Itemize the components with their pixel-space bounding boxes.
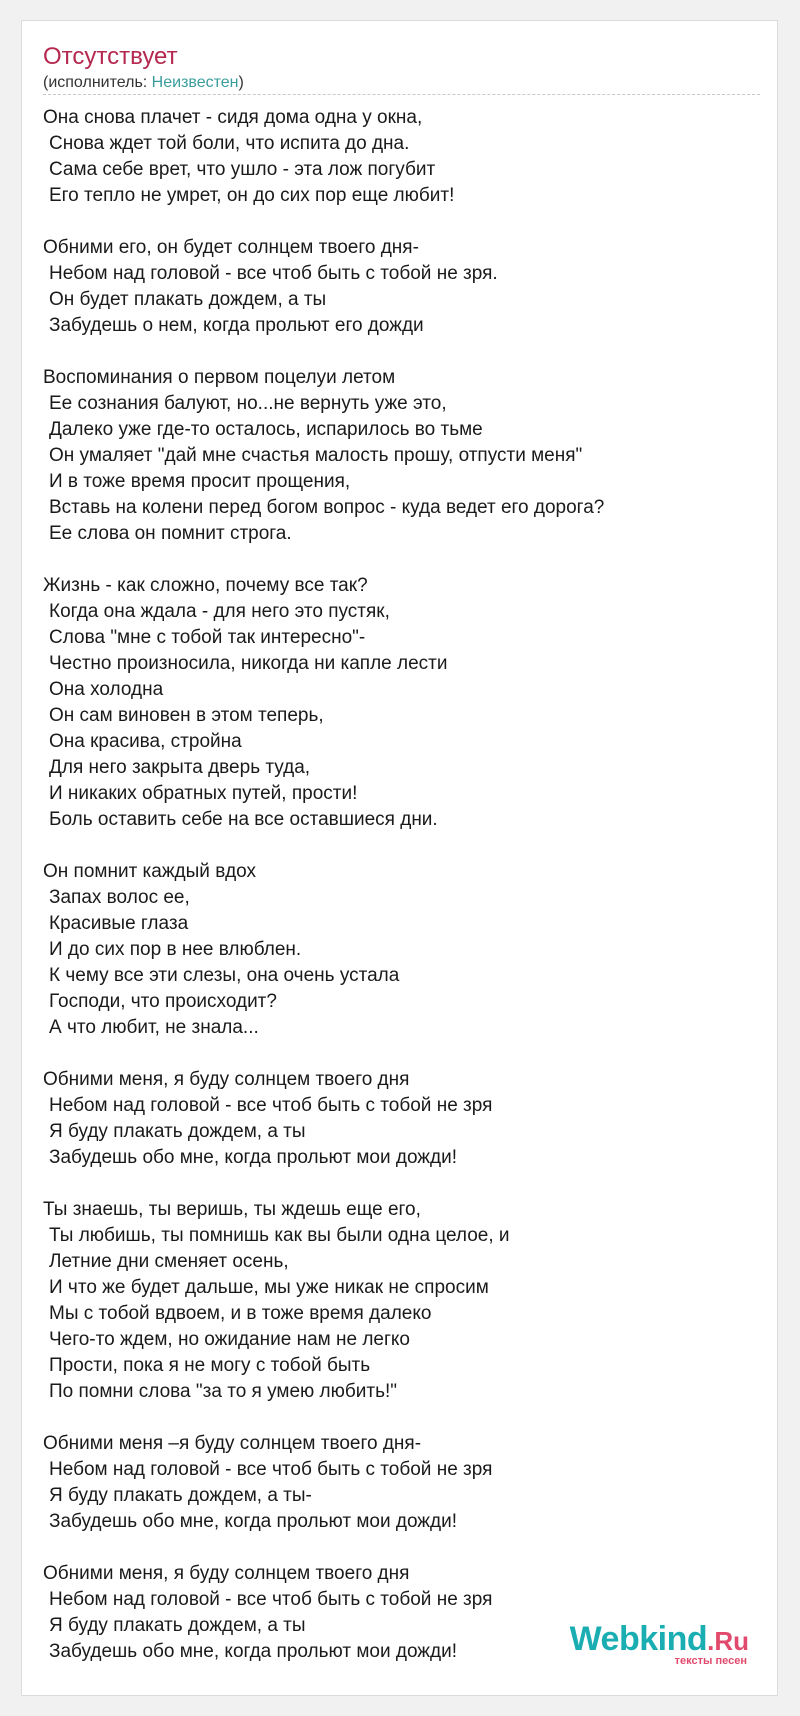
lyrics-line: Она красива, стройна [49, 731, 242, 752]
lyrics-line: Она холодна [49, 679, 164, 700]
lyrics-stanza [43, 859, 758, 1041]
song-title: Отсутствует [43, 43, 178, 70]
artist-prefix: (исполнитель: [43, 74, 152, 91]
logo-main: Webkind [569, 1620, 708, 1658]
artist-link[interactable]: Неизвестен [151, 74, 239, 91]
lyrics-line: Он сам виновен в этом теперь, [49, 705, 324, 726]
lyrics-line: Для него закрыта дверь туда, [49, 757, 311, 778]
lyrics-line: Забудешь обо мне, когда прольют мои дожди! [49, 1511, 457, 1532]
lyrics-line: Ее слова он помнит строга. [49, 523, 292, 544]
lyrics-line: Прости, пока я не могу с тобой быть [49, 1355, 371, 1376]
lyrics-line: Жизнь - как сложно, почему все так? [43, 575, 368, 596]
lyrics-line: Он помнит каждый вдох [43, 861, 257, 882]
lyrics-line: Господи, что происходит? [49, 991, 277, 1012]
lyrics-stanza [43, 365, 758, 547]
lyrics-line: Обними меня –я буду солнцем твоего дня- [43, 1433, 422, 1454]
lyrics-line: Снова ждет той боли, что испита до дна. [49, 133, 410, 154]
lyrics-line: Он будет плакать дождем, а ты [49, 289, 327, 310]
lyrics-line: Ее сознания балуют, но...не вернуть уже это, [49, 393, 447, 414]
lyrics-line: Небом над головой - все чтоб быть с тобой не зря [49, 1589, 493, 1610]
lyrics-line: Слова "мне с тобой так интересно"- [49, 627, 366, 648]
lyrics-line: Небом над головой - все чтоб быть с тобой не зря [49, 1459, 493, 1480]
lyrics-line: Я буду плакать дождем, а ты [49, 1121, 306, 1142]
header-divider [43, 94, 760, 95]
lyrics-line: Ты любишь, ты помнишь как вы были одна целое, и [49, 1225, 510, 1246]
lyrics-line: Честно произносила, никогда ни капле лести [49, 653, 448, 674]
lyrics-stanza [43, 1431, 758, 1535]
lyrics-line: Небом над головой - все чтоб быть с тобой не зря [49, 1095, 493, 1116]
lyrics-line: Запах волос ее, [49, 887, 190, 908]
lyrics-line: Небом над головой - все чтоб быть с тобой не зря. [49, 263, 498, 284]
lyrics-line: Летние дни сменяет осень, [49, 1251, 289, 1272]
lyrics-line: Красивые глаза [49, 913, 189, 934]
lyrics-line: Обними меня, я буду солнцем твоего дня [43, 1069, 410, 1090]
lyrics-line: Забудешь обо мне, когда прольют мои дожди! [49, 1147, 457, 1168]
lyrics-line: По помни слова "за то я умею любить!" [49, 1381, 398, 1402]
lyrics-line: Боль оставить себе на все оставшиеся дни. [49, 809, 438, 830]
site-logo[interactable] [570, 1622, 749, 1667]
lyrics-line: Далеко уже где-то осталось, испарилось во тьме [49, 419, 483, 440]
lyrics-line: Воспоминания о первом поцелуи летом [43, 367, 396, 388]
lyrics-line: А что любит, не знала... [49, 1017, 259, 1038]
lyrics-line: Его тепло не умрет, он до сих пор еще любит! [49, 185, 455, 206]
lyrics-line: И что же будет дальше, мы уже никак не спросим [49, 1277, 489, 1298]
lyrics-stanza [43, 235, 758, 339]
logo-tld: .Ru [707, 1626, 749, 1656]
lyrics-line: Она снова плачет - сидя дома одна у окна, [43, 107, 423, 128]
lyrics-line: Я буду плакать дождем, а ты- [49, 1485, 312, 1506]
lyrics-line: И никаких обратных путей, прости! [49, 783, 358, 804]
lyrics-line: Он умаляет "дай мне счастья малость прошу, отпусти меня" [49, 445, 583, 466]
lyrics-line: К чему все эти слезы, она очень устала [49, 965, 400, 986]
lyrics-stanza [43, 1067, 758, 1171]
logo-wordmark [570, 1622, 749, 1657]
lyrics-stanza [43, 573, 758, 833]
lyrics-stanza [43, 105, 758, 209]
lyrics-line: Сама себе врет, что ушло - эта лож погубит [49, 159, 436, 180]
lyrics-text [43, 105, 758, 1691]
lyrics-line: И в тоже время просит прощения, [49, 471, 351, 492]
lyrics-line: Когда она ждала - для него это пустяк, [49, 601, 390, 622]
lyrics-line: Чего-то ждем, но ожидание нам не легко [49, 1329, 410, 1350]
artist-line [43, 73, 244, 93]
lyrics-line: Обними меня, я буду солнцем твоего дня [43, 1563, 410, 1584]
lyrics-stanza [43, 1197, 758, 1405]
lyrics-line: Ты знаешь, ты веришь, ты ждешь еще его, [43, 1199, 421, 1220]
lyrics-line: Мы с тобой вдвоем, и в тоже время далеко [49, 1303, 432, 1324]
lyrics-card [21, 20, 778, 1696]
lyrics-line: И до сих пор в нее влюблен. [49, 939, 302, 960]
logo-subtitle: тексты песен [674, 1655, 747, 1667]
lyrics-line: Забудешь обо мне, когда прольют мои дожди! [49, 1641, 457, 1662]
artist-suffix: ) [238, 74, 244, 91]
lyrics-line: Вставь на колени перед богом вопрос - куда ведет его дорога? [49, 497, 605, 518]
lyrics-line: Я буду плакать дождем, а ты [49, 1615, 306, 1636]
lyrics-line: Обними его, он будет солнцем твоего дня- [43, 237, 419, 258]
lyrics-line: Забудешь о нем, когда прольют его дожди [49, 315, 424, 336]
